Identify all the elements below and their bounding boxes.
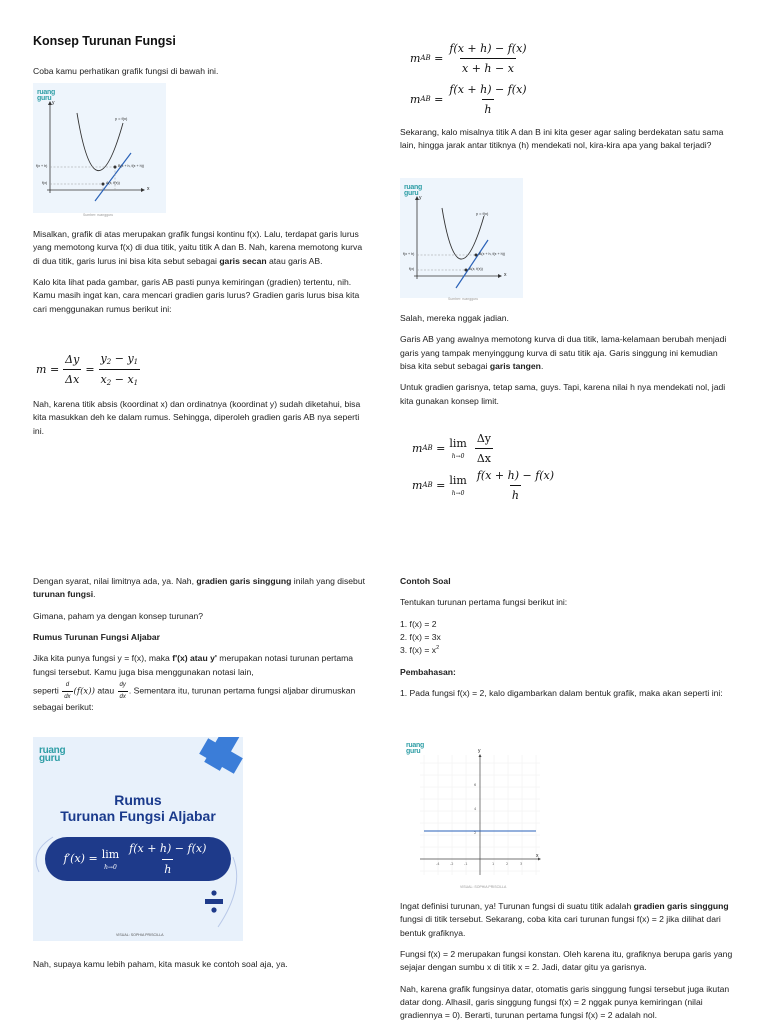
banner-caption: VISUAL: SOPHIA PRISCILLA: [116, 933, 164, 937]
right-bottom-text: [400, 575, 735, 708]
paragraph-secant: Misalkan, grafik di atas merupakan grafik fungsi kontinu f(x). Lalu, terdapat garis lurus yang memotong kurva f(x) di dua titik, yaitu titik A dan B. Nah, karena memotong kurva di dua titik, garis lurus ini bisa kita sebut sebagai garis secan atau garis AB.: [33, 229, 363, 266]
problem-list: [400, 618, 735, 658]
formula-mab-1: m AB = $\frac{f(x + h) - f(x)}{x + h - x}$: [410, 40, 533, 77]
svg-text:-1: -1: [464, 862, 468, 866]
constant-graph-svg: [400, 735, 555, 885]
ruangguru-logo-3: ruang guru: [406, 742, 424, 755]
left-bottom-closing: [33, 958, 368, 979]
paragraph-understand: Gimana, paham ya dengan konsep turunan?: [33, 610, 204, 621]
ruangguru-logo: ruang guru: [37, 89, 55, 102]
paragraph-notation: Jika kita punya fungsi y = f(x), maka f'(x) atau y' merupakan notasi turunan pertama fungsi tersebut. Kamu juga bisa menggunakan notasi lain,: [33, 653, 354, 677]
heading-contoh-soal: Contoh Soal: [400, 576, 451, 586]
heading-rumus: Rumus Turunan Fungsi Aljabar: [33, 631, 161, 642]
list-item: 1. f(x) = 2: [400, 618, 437, 629]
label-y-2: y: [419, 195, 422, 201]
label-fx-2: f(x): [409, 267, 415, 271]
label-x: x: [147, 186, 150, 192]
left-bottom-text: [33, 575, 368, 722]
paragraph-notation-2: seperti $\frac{d}{dx}$ (f(x)) atau $\frac{dy}{dx}$ . Sementara itu, turunan pertama fungsi aljabar dirumuskan sebagai berikut:: [33, 681, 356, 713]
svg-text:6: 6: [474, 783, 477, 787]
graph-caption-1: Sumber: ruangguru: [83, 213, 114, 217]
delta-fraction: $\frac{\Delta y}{\Delta x}$: [63, 351, 81, 388]
limit-formula-2: m AB = lim h→0 $\frac{f(x + h) - f(x)}{h}$: [412, 467, 560, 504]
secant-graph-2: [400, 178, 523, 298]
graph-caption-2: Sumber: ruangguru: [448, 297, 479, 301]
secant-graph-1: [33, 83, 166, 213]
left-top-text: [33, 228, 368, 324]
label-curve-2: y = f(x): [476, 211, 489, 216]
rumus-banner: [33, 737, 243, 941]
paragraph-definition: Dengan syarat, nilai limitnya ada, ya. Nah, gradien garis singgung inilah yang disebut turunan fungsi.: [33, 576, 365, 600]
svg-text:1: 1: [492, 862, 495, 866]
coordinate-fraction: $\frac{y_2 - y_1}{x_2 - x_1}$: [100, 352, 139, 387]
paragraph-tangent: Garis AB yang awalnya memotong kurva di dua titik, lama-kelamaan berubah menjadi garis yang tampak menyinggung kurva di satu titik aja. Garis singgung ini kemudian bisa kita sebut sebagai garis tangen.: [400, 334, 727, 371]
banner-title-2: Turunan Fungsi Aljabar: [60, 808, 216, 824]
point-A: [102, 183, 105, 186]
label-fxh: f(x + h): [36, 164, 48, 168]
divide-decor: [205, 899, 223, 904]
svg-text:2: 2: [474, 831, 477, 835]
ruangguru-logo-2: ruang guru: [404, 184, 422, 197]
label-y-3: y: [478, 748, 481, 754]
paragraph-flat: Nah, karena grafik fungsinya datar, otomatis garis singgung fungsi tersebut juga ikutan datar dong. Alhasil, garis singgung fungsi f(x) = 2 nggak punya kemiringan (nilai gradiennya = 0). Berarti, turunan pertama fungsi f(x) = 2 adalah nol.: [400, 983, 730, 1021]
label-B: B(x + h, f(x + h)): [118, 164, 144, 168]
left-top-column: [33, 32, 368, 87]
constant-graph: [400, 735, 555, 889]
right-bottom-explanation: [400, 900, 735, 1024]
list-item: 3. $f(x) = x^2$: [400, 645, 440, 656]
svg-text:3: 3: [520, 862, 523, 866]
paragraph-constant: Fungsi f(x) = 2 merupakan fungsi konstan. Oleh karena itu, grafiknya berupa garis yang sejajar dengan sumbu x di titik x = 2. Jadi, datar gitu ya garisnya.: [400, 948, 733, 973]
paragraph-gradient: Kalo kita lihat pada gambar, garis AB pasti punya kemiringan (gradien) tertentu, nih. Kamu masih ingat kan, cara mencari gradien garis lurus? Gradien garis lurus bisa kita cari menggunakan rumus berikut ini:: [33, 276, 360, 314]
limit-formula-1: m AB = lim h→0 $\frac{\Delta y}{\Delta x}$: [412, 430, 497, 467]
svg-text:-2: -2: [450, 862, 454, 866]
label-B-2: B(x + h, f(x + h)): [479, 252, 505, 256]
paragraph-transition: Nah, supaya kamu lebih paham, kita masuk ke contoh soal aja, ya.: [33, 959, 288, 969]
right-top-text-2: [400, 312, 735, 416]
paragraph-approach: Sekarang, kalo misalnya titik A dan B ini kita geser agar saling berdekatan satu sama lain, hingga jarak antar titiknya (h) mendekati nol, kira-kira apa yang bakal terjadi?: [400, 127, 724, 151]
label-fx: f(x): [42, 181, 48, 185]
paragraph-substitute: Nah, karena titik absis (koordinat x) dan ordinatnya (koordinat y) sudah diketahui, bisa kita masukkan deh ke dalam rumus. Sehingga, diperoleh gradien garis AB nya seperti ini.: [33, 399, 361, 436]
heading-pembahasan: Pembahasan:: [400, 666, 456, 677]
graph-caption-3: VISUAL: SOPHIA PRISCILLA: [460, 885, 507, 889]
label-fxh-2: f(x + h): [403, 252, 415, 256]
label-y: y: [52, 100, 55, 106]
banner-title-1: Rumus: [114, 792, 162, 808]
left-top-conclusion: [33, 398, 368, 446]
list-item: 2. f(x) = 3x: [400, 631, 441, 642]
svg-text:-4: -4: [436, 862, 440, 866]
formula-mab-2: m AB = $\frac{f(x + h) - f(x)}{h}$: [410, 81, 533, 118]
gradient-formula: m = $\frac{\Delta y}{\Delta x}$ = $\frac{y_2 - y_1}{x_2 - x_1}$: [36, 352, 139, 387]
label-x-2: x: [504, 272, 507, 278]
tick-labels: [436, 783, 522, 866]
curve-fx: [77, 113, 123, 171]
right-top-text: [400, 126, 735, 161]
paragraph-joke: Salah, mereka nggak jadian.: [400, 313, 509, 323]
paragraph-limit: Untuk gradien garisnya, tetap sama, guys. Tapi, karena nilai h nya mendekati nol, jadi kita gunakan konsep limit.: [400, 382, 726, 406]
label-curve: y = f(x): [115, 116, 128, 121]
x-axis-arrow: [141, 188, 145, 192]
intro-text: Coba kamu perhatikan grafik fungsi di bawah ini.: [33, 66, 219, 77]
page-title: Konsep Turunan Fungsi: [33, 34, 176, 48]
label-x-3: x: [536, 853, 539, 859]
paragraph-solution-1: 1. Pada fungsi f(x) = 2, kalo digambarkan dalam bentuk grafik, maka akan seperti ini:: [400, 687, 723, 698]
paragraph-derivative-def: Ingat definisi turunan, ya! Turunan fungsi di suatu titik adalah gradien garis singgung fungsi di titik tersebut. Sekarang, coba kita cari turunan fungsi f(x) = 2 jika dilihat dari bentuk grafiknya.: [400, 901, 729, 938]
task-text: Tentukan turunan pertama fungsi berikut ini:: [400, 597, 568, 608]
label-A: A(x, f(x)): [106, 181, 120, 185]
ruangguru-logo-banner: ruang guru: [39, 745, 66, 764]
label-A-2: A(x, f(x)): [469, 267, 483, 271]
secant-line: [95, 153, 131, 201]
banner-formula: f′(x) = lim h→0 $\frac{f(x + h) - f(x)}{h}$: [45, 837, 231, 881]
svg-text:2: 2: [506, 862, 509, 866]
svg-text:4: 4: [474, 807, 477, 811]
point-B: [114, 166, 117, 169]
